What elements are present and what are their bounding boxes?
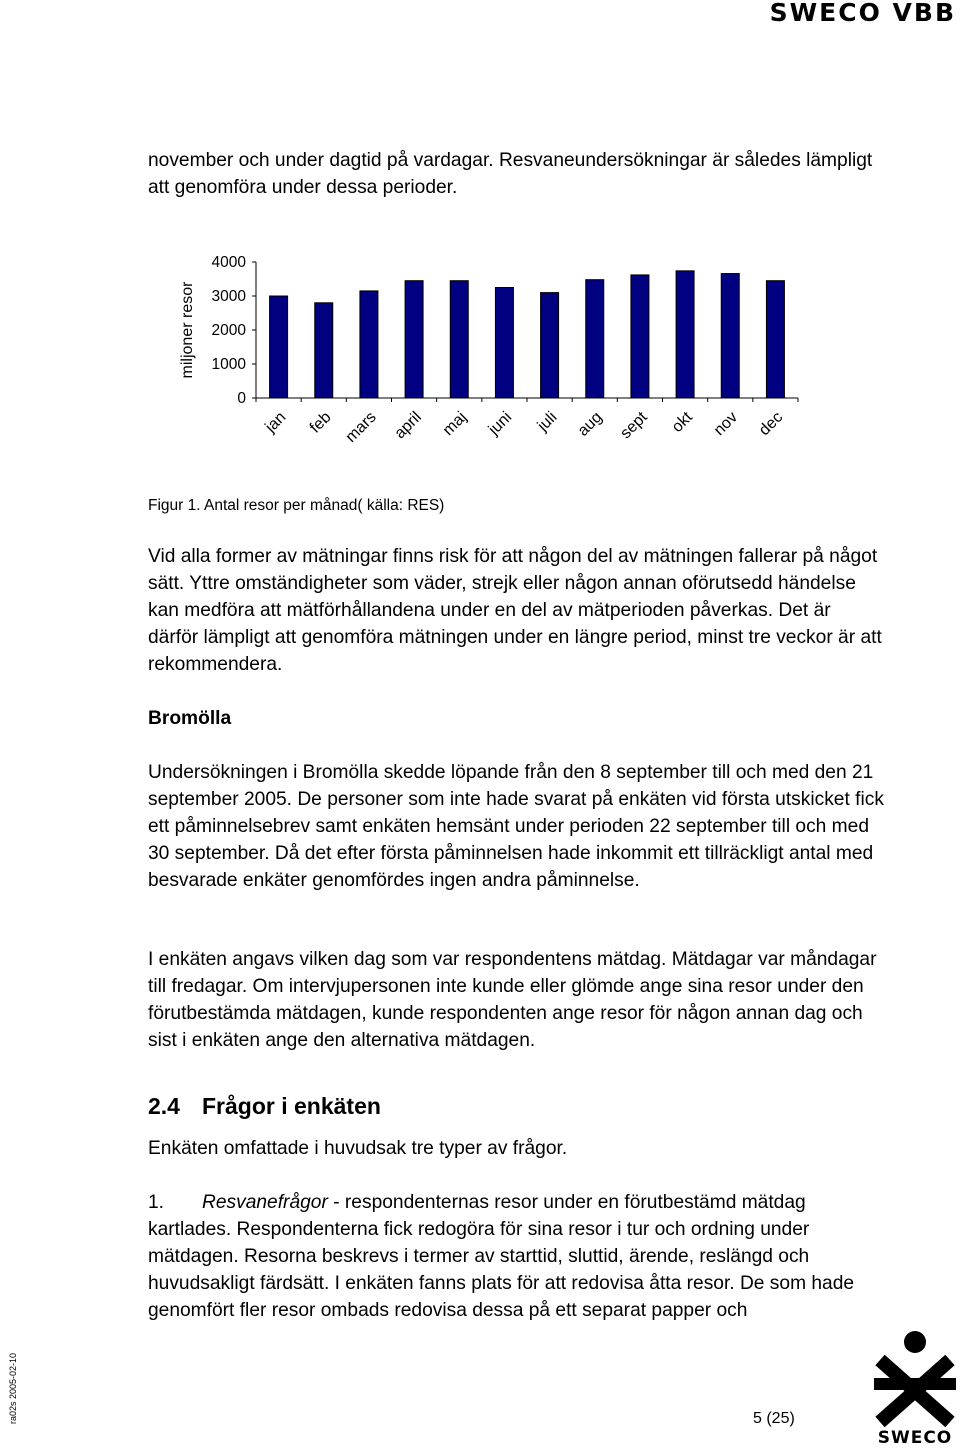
y-tick-label: 3000	[211, 288, 246, 305]
bar-juni	[495, 288, 513, 399]
sweco-logo	[872, 1330, 958, 1446]
x-tick-label: maj	[439, 408, 471, 440]
bar-jan	[270, 296, 288, 398]
logo-head-icon	[904, 1331, 926, 1353]
figure-caption: Figur 1. Antal resor per månad( källa: RES)	[148, 497, 445, 514]
y-tick-label: 2000	[211, 322, 246, 339]
list-item	[148, 1189, 884, 1324]
bar-feb	[315, 303, 333, 398]
bromolla-survey-paragraph	[148, 759, 884, 894]
question-types-text: Enkäten omfattade i huvudsak tre typer av frågor.	[148, 1138, 568, 1159]
question-types-paragraph	[148, 1135, 884, 1162]
bar-maj	[450, 281, 468, 398]
section-heading	[148, 1090, 381, 1122]
document-code-text: ra02s 2005-02-10	[8, 1352, 18, 1424]
bar-april	[405, 281, 423, 398]
list-item-number: 1.	[148, 1192, 165, 1213]
y-tick-label: 4000	[211, 254, 246, 271]
x-tick-label: dec	[755, 408, 787, 440]
bromolla-heading: Bromölla	[148, 708, 232, 729]
measurement-day-paragraph	[148, 946, 884, 1054]
x-tick-label: juli	[534, 408, 561, 435]
y-axis-label: miljoner resor	[179, 281, 196, 379]
bar-dec	[766, 281, 784, 398]
x-tick-label: april	[391, 408, 425, 443]
x-tick-label: sept	[617, 408, 651, 443]
section-number: 2.4	[148, 1093, 180, 1119]
bar-nov	[721, 274, 739, 398]
list-item-description: - respondenternas resor under en förutbestämd mätdag kartlades. Respondenterna fick redogöra för sina resor i tur och ordning under mätdagen. Resorna beskrevs i termer av starttid, sluttid, ärende, reslängd och huvudsakligt färdsätt. I enkäten fanns plats för att redovisa åtta resor. De som hade genomfört fler resor ombads redovisa dessa på ett separat papper och	[148, 1192, 855, 1321]
list-item-term: Resvanefrågor	[202, 1192, 328, 1213]
logo-text: SWECO	[877, 1428, 953, 1446]
intro-text: november och under dagtid på vardagar. Resvaneundersökningar är således lämpligt att genomföra under dessa perioder.	[148, 150, 873, 198]
y-tick-label: 0	[237, 390, 246, 407]
x-tick-label: mars	[342, 408, 380, 446]
x-tick-label: okt	[668, 408, 696, 436]
x-tick-label: feb	[306, 408, 335, 437]
monthly-trips-chart	[170, 248, 810, 470]
x-tick-label: aug	[574, 408, 606, 440]
list-item-text	[148, 1189, 884, 1324]
measurement-day-text: I enkäten angavs vilken dag som var respondentens mätdag. Mätdagar var måndagar till fredagar. Om intervjupersonen inte kunde eller glömde ange sina resor under den förutbestämda mätdagen, kunde respondenten ange resor för någon annan dag och sist i enkäten ange den alternativa mätdagen.	[148, 949, 877, 1051]
x-tick-label: nov	[710, 408, 742, 440]
bromolla-survey-text: Undersökningen i Bromölla skedde löpande från den 8 september till och med den 21 september 2005. De personer som inte hade svarat på enkäten vid första utskicket fick ett påminnelsebrev samt enkäten hemsänt under perioden 22 september till och med 30 september. Då det efter första påminnelsen hade inkommit ett tillräckligt antal med besvarade enkäter genomfördes ingen andra påminnelse.	[148, 762, 884, 891]
bar-mars	[360, 291, 378, 398]
bar-sept	[631, 275, 649, 398]
x-tick-label: jan	[262, 408, 290, 436]
document-code	[4, 1336, 24, 1426]
intro-paragraph	[148, 147, 884, 201]
bar-juli	[541, 293, 559, 398]
page-number: 5 (25)	[753, 1410, 795, 1427]
bar-aug	[586, 280, 604, 398]
bar-okt	[676, 271, 694, 398]
measurement-risk-text: Vid alla former av mätningar finns risk för att någon del av mätningen fallerar på något sätt. Yttre omständigheter som väder, strejk eller någon annan oförutsedd händelse kan medföra att mätförhållandena under en del av mätperioden påverkas. Det är därför lämpligt att genomföra mätningen under en längre period, minst tre veckor är att rekommendera.	[148, 546, 882, 675]
measurement-risk-paragraph	[148, 543, 884, 678]
section-title: Frågor i enkäten	[202, 1093, 381, 1119]
x-tick-label: juni	[485, 408, 516, 439]
brand-header: SWECO VBB	[769, 0, 956, 27]
y-tick-label: 1000	[211, 356, 246, 373]
